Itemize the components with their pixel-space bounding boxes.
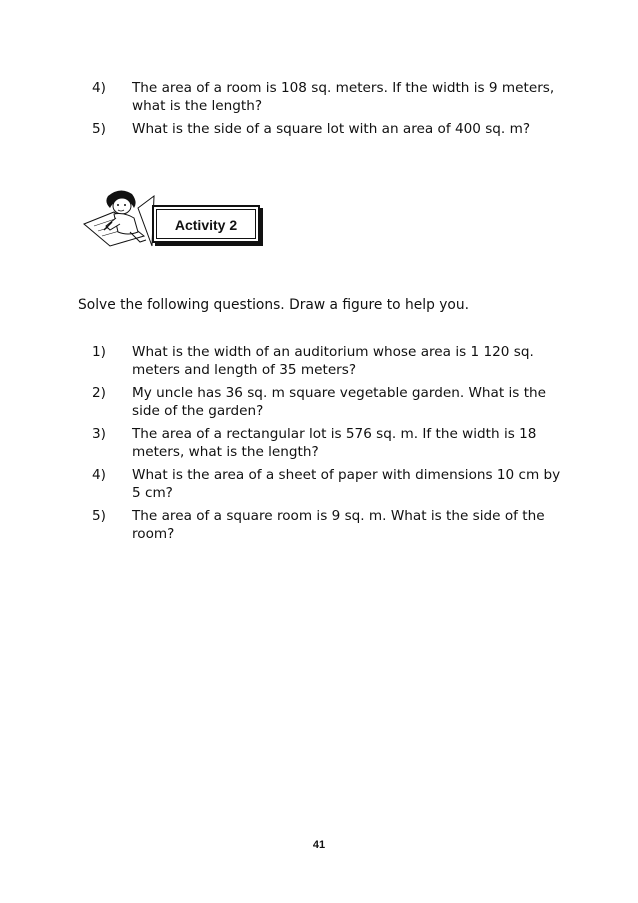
question-item [92,466,572,502]
question-text: The area of a square room is 9 sq. m. What is the side of the room? [132,508,545,542]
question-text: My uncle has 36 sq. m square vegetable garden. What is the side of the garden? [132,385,547,419]
question-number: 1) [92,344,106,360]
instructions-text: Solve the following questions. Draw a figure to help you. [78,297,469,313]
question-text: The area of a room is 108 sq. meters. If the width is 9 meters, what is the length? [132,80,555,114]
question-text: What is the width of an auditorium whose area is 1 120 sq. meters and length of 35 meters? [132,344,534,378]
previous-questions-list [92,79,572,143]
question-item [92,507,572,543]
question-number: 2) [92,385,106,401]
question-item [92,425,572,461]
question-item [92,384,572,420]
girl-writing-icon [80,186,160,248]
question-number: 5) [92,121,106,137]
activity-header [80,186,270,248]
page-number: 41 [312,839,326,851]
question-number: 4) [92,80,106,96]
questions-list [92,343,572,548]
question-text: The area of a rectangular lot is 576 sq. m. If the width is 18 meters, what is the length? [132,426,537,460]
question-text: What is the area of a sheet of paper with dimensions 10 cm by 5 cm? [132,467,561,501]
question-text: What is the side of a square lot with an area of 400 sq. m? [132,121,531,137]
activity-title: Activity 2 [174,217,238,233]
activity-title-box [152,205,260,243]
question-item [92,120,572,138]
question-number: 5) [92,508,106,524]
question-number: 4) [92,467,106,483]
question-item [92,343,572,379]
question-number: 3) [92,426,106,442]
question-item [92,79,572,115]
